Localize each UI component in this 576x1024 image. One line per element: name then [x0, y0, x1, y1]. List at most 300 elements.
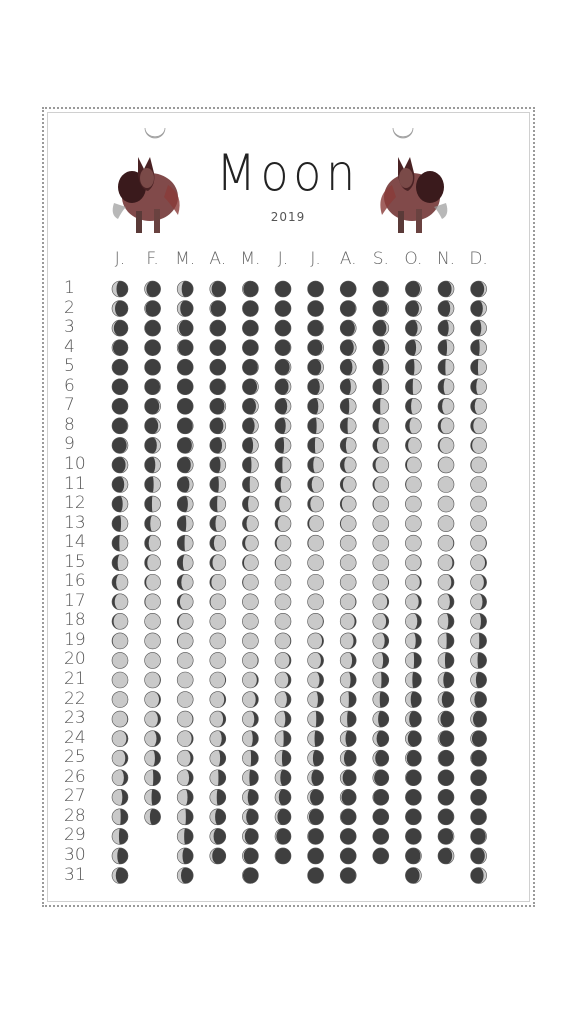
moon-phase [177, 418, 193, 434]
moon-phase [471, 770, 487, 786]
moon-phase [242, 379, 258, 395]
moon-phase [308, 535, 324, 551]
moon-phase [242, 516, 258, 532]
moon-phase [242, 457, 258, 473]
moon-phase [112, 457, 128, 473]
moon-phase [275, 809, 291, 825]
moon-phase [177, 437, 193, 453]
moon-phase [112, 281, 128, 297]
moon-phase [308, 868, 324, 884]
moon-phase [340, 437, 356, 453]
moon-phase [405, 320, 421, 336]
moon-phase [242, 770, 258, 786]
month-label: J. [277, 249, 289, 269]
moon-phase [275, 301, 291, 317]
moon-phase [340, 379, 356, 395]
month-label: S. [372, 249, 389, 269]
moon-phase [340, 281, 356, 297]
moon-phase [242, 731, 258, 747]
month-label: A. [209, 249, 227, 269]
moon-phase [471, 789, 487, 805]
moon-phase [112, 750, 128, 766]
day-label: 10 [64, 453, 86, 474]
moon-phase [242, 535, 258, 551]
day-label: 5 [64, 356, 75, 377]
moon-phase [471, 809, 487, 825]
moon-phase [112, 633, 128, 649]
moon-phase [471, 437, 487, 453]
moon-phase [308, 672, 324, 688]
moon-phase [471, 574, 487, 590]
moon-phase [242, 652, 258, 668]
moon-phase [405, 496, 421, 512]
moon-phase [340, 574, 356, 590]
moon-phase [210, 516, 226, 532]
month-label: J. [114, 249, 126, 269]
moon-phase [210, 594, 226, 610]
moon-phase [112, 594, 128, 610]
moon-phase [210, 809, 226, 825]
moon-phase [177, 340, 193, 356]
moon-phase [405, 789, 421, 805]
moon-phase [405, 574, 421, 590]
moon-phase [405, 281, 421, 297]
moon-phase [242, 809, 258, 825]
moon-phase [373, 340, 389, 356]
moon-phase [340, 418, 356, 434]
moon-phase [177, 457, 193, 473]
month-label: J. [310, 249, 321, 269]
moon-phase [275, 281, 291, 297]
moon-phase [210, 398, 226, 414]
moon-phase [275, 340, 291, 356]
moon-phase [275, 516, 291, 532]
month-label: F. [146, 249, 159, 269]
day-label: 18 [64, 610, 86, 631]
moon-phase [438, 496, 454, 512]
moon-phase [340, 828, 356, 844]
moon-phase [340, 672, 356, 688]
moon-phase [438, 594, 454, 610]
moon-phase [405, 868, 421, 884]
moon-phase [340, 848, 356, 864]
moon-phase [210, 457, 226, 473]
moon-phase [112, 340, 128, 356]
moon-phase [210, 652, 226, 668]
moon-phase [145, 320, 161, 336]
day-label: 27 [64, 786, 86, 807]
moon-phase [210, 848, 226, 864]
moon-phase [340, 340, 356, 356]
moon-phase [471, 672, 487, 688]
moon-phase [112, 437, 128, 453]
moon-phase [340, 477, 356, 493]
moon-phase [177, 633, 193, 649]
moon-phase [210, 437, 226, 453]
moon-phase [210, 789, 226, 805]
moon-phase [112, 789, 128, 805]
moon-phase [275, 594, 291, 610]
moon-phase [471, 359, 487, 375]
moon-phase [308, 750, 324, 766]
moon-phase [438, 516, 454, 532]
moon-phase [373, 848, 389, 864]
moon-phase [373, 398, 389, 414]
moon-phase [405, 750, 421, 766]
moon-phase [373, 633, 389, 649]
moon-phase [210, 281, 226, 297]
moon-phase [471, 731, 487, 747]
moon-phase [405, 340, 421, 356]
moon-phase [275, 672, 291, 688]
moon-phase [308, 496, 324, 512]
moon-phase [471, 594, 487, 610]
day-label: 15 [64, 551, 86, 572]
moon-phase [405, 398, 421, 414]
day-label: 9 [64, 434, 75, 455]
moon-phase [145, 301, 161, 317]
moon-phase [373, 672, 389, 688]
moon-phase [340, 613, 356, 629]
moon-phase [438, 555, 454, 571]
moon-phase [242, 301, 258, 317]
moon-phase [210, 301, 226, 317]
day-label: 2 [64, 297, 75, 318]
moon-phase [405, 418, 421, 434]
moon-phase [145, 281, 161, 297]
moon-phase [275, 418, 291, 434]
day-label: 12 [64, 493, 86, 514]
moon-phase [177, 320, 193, 336]
moon-phase [471, 320, 487, 336]
moon-phase [275, 652, 291, 668]
moon-phase [275, 711, 291, 727]
moon-phase [373, 516, 389, 532]
day-label: 22 [64, 688, 86, 709]
poster-year: 2019 [270, 210, 306, 224]
moon-phase [242, 574, 258, 590]
moon-phase [438, 477, 454, 493]
moon-phase [242, 692, 258, 708]
moon-phase [112, 555, 128, 571]
month-label: D. [469, 249, 488, 269]
moon-phase [112, 359, 128, 375]
moon-phase [373, 477, 389, 493]
moon-phase [373, 496, 389, 512]
moon-phase [471, 496, 487, 512]
moon-phase [373, 418, 389, 434]
moon-phase [308, 789, 324, 805]
moon-phase [308, 574, 324, 590]
moon-phase [308, 320, 324, 336]
moon-phase [242, 868, 258, 884]
moon-phase [112, 496, 128, 512]
moon-phase [373, 828, 389, 844]
moon-phase [405, 555, 421, 571]
moon-phase [340, 555, 356, 571]
moon-phase [308, 516, 324, 532]
moon-phase [438, 281, 454, 297]
moon-phase [438, 750, 454, 766]
moon-phase [275, 437, 291, 453]
day-label: 1 [64, 278, 75, 298]
moon-phase [308, 809, 324, 825]
moon-phase [210, 379, 226, 395]
moon-phase [373, 594, 389, 610]
moon-phase [275, 477, 291, 493]
moon-phase [112, 535, 128, 551]
moon-phase [145, 770, 161, 786]
moon-phase [210, 613, 226, 629]
moon-phase [405, 809, 421, 825]
moon-phase [112, 770, 128, 786]
moon-phase [177, 750, 193, 766]
moon-phase [275, 828, 291, 844]
moon-phase [308, 437, 324, 453]
moon-phase [308, 692, 324, 708]
moon-phase [145, 496, 161, 512]
moon-phase [373, 281, 389, 297]
moon-phase [242, 437, 258, 453]
moon-phase [308, 848, 324, 864]
moon-phase [340, 692, 356, 708]
moon-phase [438, 633, 454, 649]
moon-phase [471, 868, 487, 884]
moon-phase [471, 477, 487, 493]
moon-phase [145, 437, 161, 453]
moon-phase [308, 652, 324, 668]
moon-phase [210, 535, 226, 551]
moon-phase [308, 398, 324, 414]
moon-phase [438, 379, 454, 395]
moon-phase [210, 574, 226, 590]
moon-phase [145, 535, 161, 551]
month-label: M. [240, 249, 261, 269]
moon-phase [340, 711, 356, 727]
moon-phase [340, 750, 356, 766]
moon-phase [242, 789, 258, 805]
moon-phase [438, 574, 454, 590]
moon-phase [438, 418, 454, 434]
day-label: 19 [64, 629, 86, 650]
moon-phase [438, 672, 454, 688]
moon-phase [242, 340, 258, 356]
moon-phase [471, 379, 487, 395]
moon-phase [373, 652, 389, 668]
moon-phase [145, 340, 161, 356]
moon-phase [373, 770, 389, 786]
moon-phase [145, 613, 161, 629]
moon-phase [275, 555, 291, 571]
moon-phase [308, 555, 324, 571]
moon-phase [242, 672, 258, 688]
moon-phase [177, 848, 193, 864]
moon-phase [112, 809, 128, 825]
day-label: 17 [64, 590, 86, 611]
moon-phase [405, 848, 421, 864]
moon-phase [373, 731, 389, 747]
moon-phase [405, 633, 421, 649]
moon-phase [471, 711, 487, 727]
moon-phase [308, 379, 324, 395]
moon-phase [145, 789, 161, 805]
moon-phase [177, 398, 193, 414]
day-label: 23 [64, 708, 86, 729]
moon-phase [340, 359, 356, 375]
moon-phase [145, 516, 161, 532]
moon-phase [405, 692, 421, 708]
moon-phase [471, 652, 487, 668]
moon-phase [112, 613, 128, 629]
moon-phase [177, 692, 193, 708]
moon-phase [210, 477, 226, 493]
moon-phase [145, 809, 161, 825]
moon-phase [405, 652, 421, 668]
moon-phase [471, 692, 487, 708]
moon-phase [145, 711, 161, 727]
moon-phase [242, 613, 258, 629]
day-label: 16 [64, 571, 86, 592]
moon-phase [471, 398, 487, 414]
moon-phase [177, 281, 193, 297]
moon-phase [405, 828, 421, 844]
moon-phase [210, 692, 226, 708]
moon-phase [112, 848, 128, 864]
day-label: 25 [64, 747, 86, 768]
moon-phase [275, 750, 291, 766]
moon-phase [340, 594, 356, 610]
moon-phase [210, 340, 226, 356]
moon-phase [177, 828, 193, 844]
moon-phase [405, 672, 421, 688]
moon-phase [405, 731, 421, 747]
moon-phase [471, 340, 487, 356]
moon-phase [145, 594, 161, 610]
moon-phase [242, 750, 258, 766]
moon-phase [210, 750, 226, 766]
moon-phase [405, 516, 421, 532]
moon-phase [145, 398, 161, 414]
day-label: 4 [64, 336, 75, 357]
moon-phase [373, 574, 389, 590]
day-label: 31 [64, 864, 86, 885]
moon-phase [308, 340, 324, 356]
moon-phase [275, 574, 291, 590]
moon-phase [112, 868, 128, 884]
moon-phase [210, 731, 226, 747]
moon-phase [340, 868, 356, 884]
moon-phase [438, 770, 454, 786]
moon-phase [438, 437, 454, 453]
moon-phase [438, 828, 454, 844]
moon-phase [112, 418, 128, 434]
moon-phase [145, 379, 161, 395]
moon-phase [340, 770, 356, 786]
moon-phase [275, 633, 291, 649]
moon-phase [373, 457, 389, 473]
moon-phase [112, 828, 128, 844]
moon-phase [242, 477, 258, 493]
moon-phase [242, 555, 258, 571]
moon-phase [210, 672, 226, 688]
moon-phase [438, 320, 454, 336]
moon-phase [177, 789, 193, 805]
day-label: 24 [64, 727, 86, 748]
moon-phase [405, 477, 421, 493]
moon-phase [275, 770, 291, 786]
moon-phase [373, 320, 389, 336]
moon-phase [471, 301, 487, 317]
moon-phase [438, 359, 454, 375]
moon-phase [177, 868, 193, 884]
moon-phase [145, 555, 161, 571]
month-label: A. [339, 249, 357, 269]
moon-phase [275, 398, 291, 414]
moon-phase [340, 731, 356, 747]
moon-phase [145, 750, 161, 766]
moon-phase [145, 731, 161, 747]
moon-phase [471, 281, 487, 297]
moon-phase [471, 418, 487, 434]
moon-phase [177, 555, 193, 571]
moon-phase [308, 711, 324, 727]
moon-phase [145, 652, 161, 668]
moon-phase [471, 516, 487, 532]
moon-phase [242, 496, 258, 512]
moon-phase [242, 320, 258, 336]
moon-phase [145, 359, 161, 375]
moon-phase [112, 574, 128, 590]
moon-phase [177, 809, 193, 825]
day-label: 21 [64, 669, 86, 689]
moon-phase [242, 418, 258, 434]
moon-phase [275, 496, 291, 512]
moon-phase [145, 574, 161, 590]
moon-phase [210, 711, 226, 727]
day-label: 6 [64, 375, 75, 396]
moon-phase [308, 633, 324, 649]
moon-phase [405, 437, 421, 453]
moon-phase [210, 359, 226, 375]
moon-phase [242, 848, 258, 864]
moon-phase [340, 398, 356, 414]
day-label: 30 [64, 844, 86, 865]
moon-phase [242, 828, 258, 844]
moon-phase [242, 633, 258, 649]
moon-phase [438, 692, 454, 708]
moon-phase [177, 613, 193, 629]
day-label: 7 [64, 395, 75, 416]
moon-phase [373, 535, 389, 551]
moon-phase [340, 652, 356, 668]
moon-phase [210, 320, 226, 336]
moon-phase [373, 379, 389, 395]
moon-phase [112, 398, 128, 414]
moon-phase [112, 672, 128, 688]
day-label: 14 [64, 532, 86, 553]
moon-phase [340, 516, 356, 532]
moon-phase [340, 809, 356, 825]
moon-phase [438, 711, 454, 727]
moon-phase [308, 418, 324, 434]
day-label: 26 [64, 766, 86, 787]
moon-phase [373, 359, 389, 375]
moon-phase [177, 672, 193, 688]
moon-phase [373, 750, 389, 766]
moon-phase [471, 848, 487, 864]
moon-phase [112, 379, 128, 395]
moon-phase [471, 828, 487, 844]
